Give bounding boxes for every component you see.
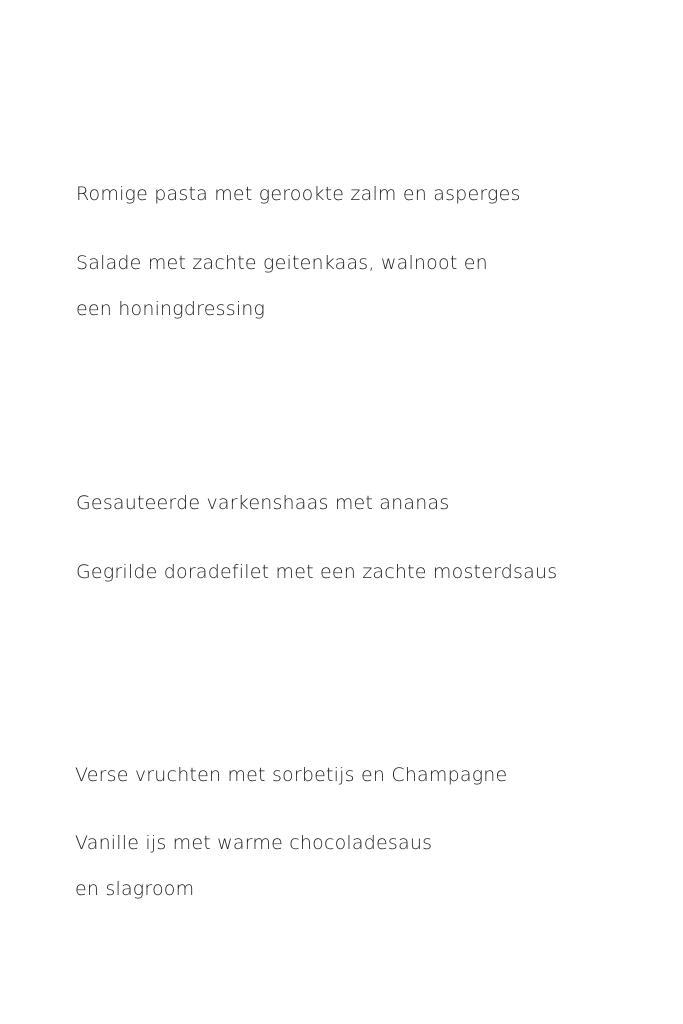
main-item-2-line-1: Gegrilde doradefilet met een zachte mosterdsaus — [76, 561, 558, 583]
starter-item-2-line-2: een honingdressing — [76, 298, 266, 320]
dessert-item-2-line-2: en slagroom — [75, 878, 195, 900]
starter-item-2 — [76, 240, 488, 332]
main-item-1-line-1: Gesauteerde varkenshaas met ananas — [76, 492, 450, 514]
dessert-item-2 — [75, 820, 432, 912]
starter-item-2-line-1: Salade met zachte geitenkaas, walnoot en — [76, 252, 488, 274]
starter-item-1 — [76, 171, 521, 217]
main-item-2 — [76, 549, 557, 595]
starter-item-1-line-1: Romige pasta met gerookte zalm en asperges — [76, 183, 521, 205]
dessert-item-1 — [75, 752, 507, 798]
main-item-1 — [76, 480, 449, 526]
dessert-item-2-line-1: Vanille ijs met warme chocoladesaus — [75, 832, 433, 854]
dessert-item-1-line-1: Verse vruchten met sorbetijs en Champagne — [75, 764, 508, 786]
